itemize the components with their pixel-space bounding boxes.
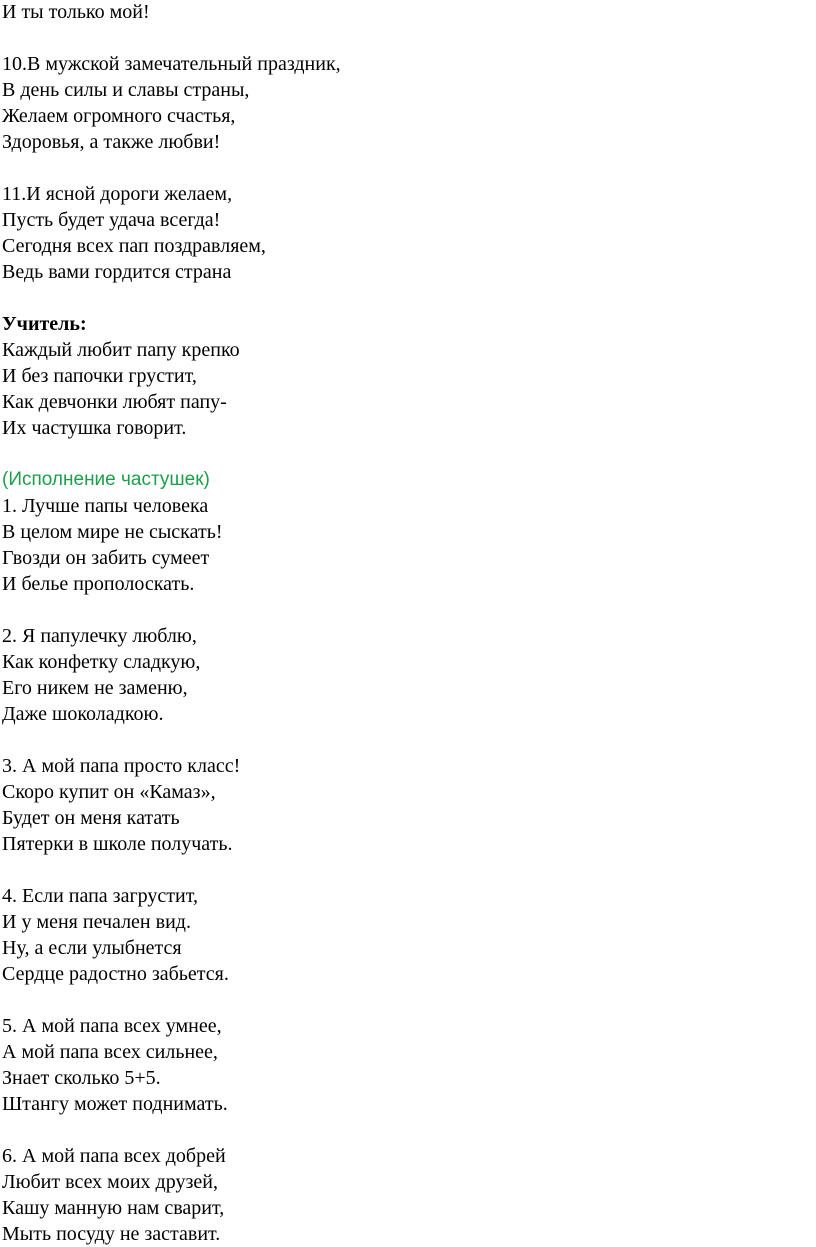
text-line: 6. А мой папа всех добрей: [2, 1145, 226, 1167]
chastushka-verse-5: [2, 1013, 802, 1117]
text-line: Его никем не заменю,: [2, 677, 188, 699]
intro-block: [2, 0, 802, 25]
text-line: Здоровья, а также любви!: [2, 131, 221, 153]
chastushki-section: [2, 467, 802, 1247]
paragraph-gap: [2, 987, 802, 1013]
text-line: И белье прополоскать.: [2, 573, 195, 595]
paragraph-gap: [2, 441, 802, 467]
text-line: 11.И ясной дороги желаем,: [2, 183, 233, 205]
paragraph-gap: [2, 727, 802, 753]
paragraph-gap: [2, 155, 802, 181]
text-line: И у меня печален вид.: [2, 911, 191, 933]
text-line: 10.В мужской замечательный праздник,: [2, 53, 341, 75]
paragraph-gap: [2, 1117, 802, 1143]
text-line: 5. А мой папа всех умнее,: [2, 1015, 222, 1037]
text-line: Желаем огромного счастья,: [2, 105, 236, 127]
verse-11: [2, 181, 802, 285]
text-line: 2. Я папулечку люблю,: [2, 625, 197, 647]
text-line: 4. Если папа загрустит,: [2, 885, 198, 907]
text-line: Гвозди он забить сумеет: [2, 547, 210, 569]
text-line: Как конфетку сладкую,: [2, 651, 201, 673]
text-line: Ведь вами гордится страна: [2, 261, 232, 283]
text-line: Будет он меня катать: [2, 807, 180, 829]
text-line: Даже шоколадкою.: [2, 703, 164, 725]
text-line: Пусть будет удача всегда!: [2, 209, 221, 231]
chastushka-verse-2: [2, 623, 802, 727]
section-heading: (Исполнение частушек): [2, 469, 210, 490]
text-line: И без папочки грустит,: [2, 365, 197, 387]
text-line: Кашу манную нам сварит,: [2, 1197, 225, 1219]
chastushka-verse-6: [2, 1143, 802, 1247]
text-line: Их частушка говорит.: [2, 417, 187, 439]
text-line: Как девчонки любят папу-: [2, 391, 227, 413]
text-line: В целом мире не сыскать!: [2, 521, 223, 543]
verse-10: [2, 51, 802, 155]
text-line: Скоро купит он «Камаз»,: [2, 781, 216, 803]
chastushka-verse-1: [2, 493, 802, 597]
text-line: И ты только мой!: [2, 1, 150, 23]
text-line: А мой папа всех сильнее,: [2, 1041, 218, 1063]
chastushka-verse-4: [2, 883, 802, 987]
text-line: Штангу может поднимать.: [2, 1093, 228, 1115]
document-page: [2, 0, 802, 1247]
paragraph-gap: [2, 597, 802, 623]
paragraph-gap: [2, 285, 802, 311]
text-line: Знает сколько 5+5.: [2, 1067, 161, 1089]
paragraph-gap: [2, 857, 802, 883]
text-line: Каждый любит папу крепко: [2, 339, 240, 361]
text-line: Пятерки в школе получать.: [2, 833, 233, 855]
paragraph-gap: [2, 25, 802, 51]
text-line: Ну, а если улыбнется: [2, 937, 182, 959]
text-line: 1. Лучше папы человека: [2, 495, 209, 517]
text-line: Любит всех моих друзей,: [2, 1171, 218, 1193]
text-line: Сердце радостно забьется.: [2, 963, 229, 985]
text-line: В день силы и славы страны,: [2, 79, 250, 101]
chastushka-verse-3: [2, 753, 802, 857]
teacher-label: Учитель:: [2, 313, 87, 335]
teacher-block: [2, 311, 802, 441]
text-line: 3. А мой папа просто класс!: [2, 755, 241, 777]
text-line: Мыть посуду не заставит.: [2, 1223, 221, 1245]
text-line: Сегодня всех пап поздравляем,: [2, 235, 266, 257]
